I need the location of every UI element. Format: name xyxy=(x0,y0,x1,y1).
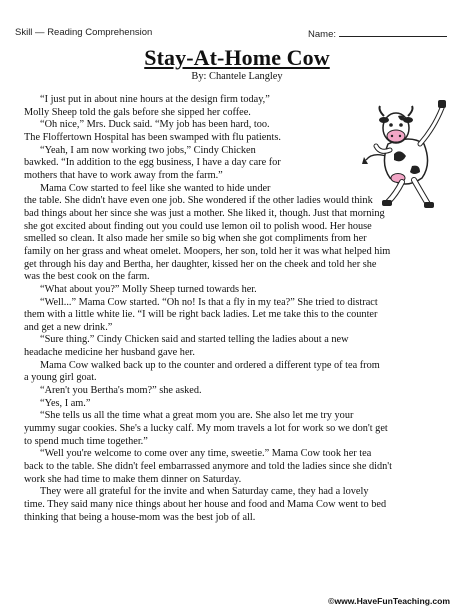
story-line: bad things about her since she was just a mother. She liked it, though. Just that morning xyxy=(24,207,385,219)
story-text xyxy=(24,94,449,524)
story-line: Mama Cow started to feel like she wanted to hide under xyxy=(40,182,271,194)
story-line: she got excited about finding out you could use lemon oil to polish wood. Her house xyxy=(24,220,372,232)
story-line: back to the table. She didn't feel embarrassed anymore and told the ladies since she didn't xyxy=(24,461,392,473)
story-line: time. They said many nice things about her house and food and Mama Cow went to bed xyxy=(24,499,387,510)
worksheet-header xyxy=(15,27,447,41)
story-line: “Yeah, I am now working two jobs,” Cindy Chicken xyxy=(40,144,256,156)
site-credit: ©www.HaveFunTeaching.com xyxy=(328,596,450,606)
story-line: “I just put in about nine hours at the design firm today,” xyxy=(40,94,270,105)
story-line: The Floffertown Hospital has been swamped with flu patients. xyxy=(24,131,281,143)
story-line: thinking that being a house-mom was the best job of all. xyxy=(24,511,256,523)
story-line: yummy sugar cookies. She's a lucky calf. My mom travels a lot for work so we don't get xyxy=(24,423,388,435)
story-line: and get a new drink.” xyxy=(24,321,113,333)
story-line: “Well you're welcome to come over any time, sweetie.” Mama Cow took her tea xyxy=(40,448,372,460)
story-line: “Well...” Mama Cow started. “Oh no! Is that a fly in my tea?” She tried to distract xyxy=(40,296,378,308)
story-line: “What about you?” Molly Sheep turned towards her. xyxy=(40,283,257,295)
story-line: mothers that have to work away from the farm.” xyxy=(24,169,223,181)
story-title: Stay-At-Home Cow xyxy=(144,45,330,70)
story-line: them with a little white lie. “I will be right back ladies. Let me take this to the counter xyxy=(24,309,378,321)
story-line: family on her grass and wheat omelet. Moopers, her son, told her it was what helped him xyxy=(24,245,391,257)
story-line: “Oh nice,” Mrs. Duck said. “My job has been hard, too. xyxy=(40,119,270,131)
name-blank-line xyxy=(339,27,447,37)
story-line: work she had time to make them dinner on Saturday. xyxy=(24,473,242,485)
story-line: “Aren't you Bertha's mom?” she asked. xyxy=(40,385,202,397)
story-line: a young girl goat. xyxy=(24,372,97,384)
name-label: Name: xyxy=(308,29,336,40)
story-line: was the best cook on the farm. xyxy=(24,271,150,283)
story-line: Molly Sheep told the gals before she sipped her coffee. xyxy=(24,106,251,118)
story-line: get through his day and Bertha, her daughter, kissed her on the cheek and told her she xyxy=(24,258,377,270)
story-line: bawked. “In addition to the egg business, I have a day care for xyxy=(24,157,281,169)
story-line: to spend much time together.” xyxy=(24,435,148,447)
story-line: “Sure thing.” Cindy Chicken said and started telling the ladies about a new xyxy=(40,334,349,346)
story-line: smelled so clean. It also made her smile so big when she got compliments from her xyxy=(24,233,367,245)
story-line: Mama Cow walked back up to the counter and ordered a different type of tea from xyxy=(40,359,380,371)
story-line: the table. She didn't have even one job. She wondered if the other ladies would think xyxy=(24,195,373,207)
story-line: headache medicine her husband gave her. xyxy=(24,347,195,359)
name-field xyxy=(308,27,447,40)
story-line: “She tells us all the time what a great mom you are. She also let me try your xyxy=(40,410,354,422)
story-line: They were all grateful for the invite and when Saturday came, they had a lovely xyxy=(40,486,369,498)
story-byline: By: Chantele Langley xyxy=(191,71,283,82)
story-line: “Yes, I am.” xyxy=(40,397,91,409)
skill-label: Skill — Reading Comprehension xyxy=(15,27,153,38)
